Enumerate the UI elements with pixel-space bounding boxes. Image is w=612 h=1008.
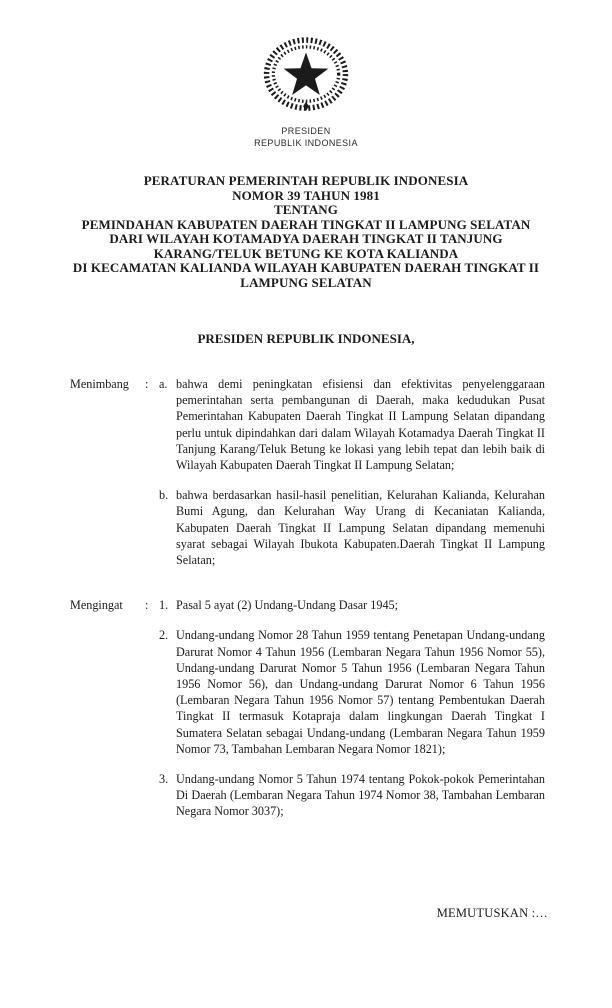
mengingat-section [70, 597, 545, 819]
menimbang-items [159, 376, 545, 568]
list-item [159, 597, 545, 613]
title-line-tentang: TENTANG [273, 202, 339, 217]
item-marker: 1. [159, 598, 169, 613]
seal-caption [0, 125, 612, 149]
list-item [159, 487, 545, 568]
item-text: bahwa berdasarkan hasil-hasil penelitian, Kelurahan Kalianda, Kelurahan Bumi Agung, dan Kelurahan Way Urang di Kecaniatan Kalianda, Kabupaten Daerah Tingkat II Lampung Selatan dipandang memenuhi syarat sebagai Wilayah Ibukota Kabupaten.Daerah Tingkat II Lampung Selatan; [176, 488, 545, 568]
item-marker: 3. [159, 772, 169, 787]
seal-caption-line1: PRESIDEN [281, 126, 331, 136]
item-marker: a. [159, 377, 168, 391]
document-title [0, 174, 612, 290]
section-label-mengingat: Mengingat [70, 598, 123, 613]
star-wreath-seal-icon [260, 36, 352, 114]
section-colon: : [145, 377, 149, 391]
menimbang-section [70, 376, 545, 568]
seal-header [0, 0, 612, 149]
seal-caption-line2: REPUBLIK INDONESIA [254, 138, 358, 148]
document-body [0, 376, 612, 820]
section-label-menimbang: Menimbang [70, 377, 129, 391]
item-marker: b. [159, 488, 169, 503]
title-line-number: NOMOR 39 TAHUN 1981 [232, 187, 380, 203]
item-marker: 2. [159, 628, 169, 643]
title-line-subject-1: PEMINDAHAN KABUPATEN DAERAH TINGKAT II LAMPUNG SELATAN [81, 216, 531, 232]
title-line-subject-3: KARANG/TELUK BETUNG KE KOTA KALIANDA [153, 245, 459, 261]
title-line-subject-4: DI KECAMATAN KALIANDA WILAYAH KABUPATEN DAERAH TINGKAT II [72, 260, 540, 275]
list-item [159, 627, 545, 757]
mengingat-items [159, 597, 545, 819]
memutuskan-line: MEMUTUSKAN :… [436, 906, 548, 920]
item-text: bahwa demi peningkatan efisiensi dan efektivitas penyelenggaraan pemerintahan serta pembangunan di Daerah, maka kedudukan Pusat Pemerintahan Kabupaten Daerah Tingkat II Lampung Selatan dipandang perlu untuk dipindahkan dari dalam Wilayah Kotamadya Daerah Tingkat II Tanjung Karang/Teluk Betung ke lokasi yang lebih tepat dan lebih baik di Wilayah Kabupaten Daerah Tingkat II Lampung Selatan; [176, 377, 545, 473]
item-text: Pasal 5 ayat (2) Undang-Undang Dasar 1945; [176, 598, 399, 613]
title-line-subject-5: LAMPUNG SELATAN [240, 274, 372, 290]
title-line-subject-2: DARI WILAYAH KOTAMADYA DAERAH TINGKAT II TANJUNG [109, 231, 503, 246]
item-text: Undang-undang Nomor 28 Tahun 1959 tentang Penetapan Undang-undang Darurat Nomor 4 Tahun 1956 (Lembaran Negara Tahun 1956 Nomor 55), Undang-undang Darurat Nomor 5 Tahun 1956 (Lembaran Negara Tahun 1956 Nomor 56), dan Undang-undang Darurat Nomor 6 Tahun 1956 (Lembaran Negara Tahun 1956 Nomor 57) tentang Pembentukan Daerah Tingkat II termasuk Kotapraja dalam lingkungan Daerah Tingkat I Sumatera Selatan sebagai Undang-undang (Lembaran Negara Tahun 1959 Nomor 73, Tambahan Lembaran Negara Nomor 1821); [176, 628, 545, 756]
list-item [159, 376, 545, 473]
section-colon: : [145, 598, 149, 613]
title-line-regulation: PERATURAN PEMERINTAH REPUBLIK INDONESIA [143, 173, 469, 188]
list-item [159, 771, 545, 820]
salutation: PRESIDEN REPUBLIK INDONESIA, [197, 331, 415, 346]
item-text: Undang-undang Nomor 5 Tahun 1974 tentang Pokok-pokok Pemerintahan Di Daerah (Lembaran Negara Tahun 1974 Nomor 38, Tambahan Lembaran Negara Nomor 3037); [176, 772, 545, 819]
